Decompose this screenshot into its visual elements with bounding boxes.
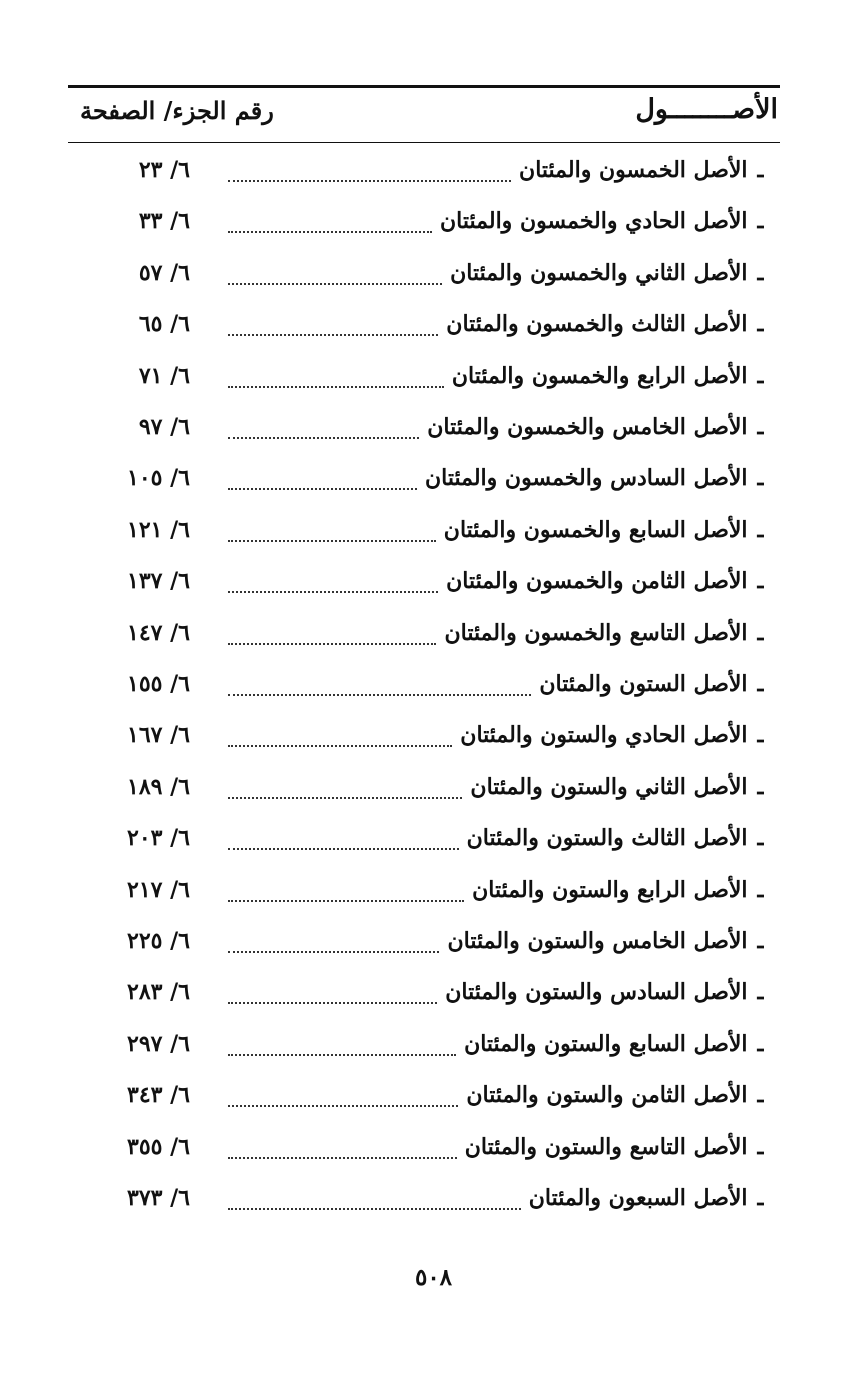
entry-title: الأصل الثالث والخمسون والمئتان	[446, 311, 748, 338]
entry-volume-page: ٦/ ٧١	[138, 362, 190, 389]
dot-leader	[228, 577, 438, 593]
entry-text	[228, 356, 764, 396]
entry-volume-page: ٦/ ٢٠٣	[127, 825, 190, 852]
entry-volume-page: ٦/ ١٨٩	[127, 773, 190, 800]
entry-text	[228, 715, 764, 755]
entry-title: الأصل الحادي والخمسون والمئتان	[440, 208, 748, 235]
index-entry	[0, 458, 867, 498]
index-entry	[0, 1127, 867, 1167]
entry-dash: ـ	[757, 414, 764, 440]
entry-text	[228, 921, 764, 961]
entry-volume-page: ٦/ ١٣٧	[127, 568, 190, 595]
entry-volume-page: ٦/ ٥٧	[138, 259, 190, 286]
entry-dash: ـ	[757, 516, 764, 543]
dot-leader	[228, 372, 444, 388]
entry-title: الأصل الخامس والخمسون والمئتان	[427, 414, 748, 440]
dot-leader	[228, 269, 442, 285]
entry-text	[228, 458, 764, 498]
entry-title: الأصل التاسع والخمسون والمئتان	[444, 619, 748, 646]
dot-leader	[228, 783, 462, 799]
entry-dash: ـ	[757, 876, 764, 903]
entry-title: الأصل الثاني والخمسون والمئتان	[450, 259, 748, 286]
index-entry	[0, 972, 867, 1012]
index-entry	[0, 715, 867, 755]
entry-text	[228, 1127, 764, 1167]
index-entry	[0, 664, 867, 704]
entry-title: الأصل الثامن والخمسون والمئتان	[446, 568, 748, 595]
dot-leader	[228, 731, 452, 747]
dot-leader	[228, 680, 531, 696]
index-entry	[0, 613, 867, 653]
entry-title: الأصل الثاني والستون والمئتان	[470, 773, 748, 800]
dot-leader	[228, 526, 436, 542]
entry-text	[228, 818, 764, 858]
entry-text	[228, 150, 764, 190]
index-entry	[0, 870, 867, 910]
entry-text	[228, 407, 764, 447]
index-entry	[0, 921, 867, 961]
entry-dash: ـ	[757, 1133, 764, 1160]
entry-volume-page: ٦/ ٣٤٣	[127, 1082, 190, 1109]
entry-volume-page: ٦/ ٣٣	[138, 208, 190, 235]
dot-leader	[228, 886, 464, 902]
entry-text	[228, 1075, 764, 1115]
entry-dash: ـ	[757, 722, 764, 749]
index-entry	[0, 1178, 867, 1218]
entry-volume-page: ٦/ ٢١٧	[127, 876, 190, 903]
entry-volume-page: ٦/ ٦٥	[138, 311, 190, 338]
entry-text	[228, 304, 764, 344]
entry-text	[228, 613, 764, 653]
entry-text	[228, 1178, 764, 1218]
entry-volume-page: ٦/ ١٦٧	[127, 722, 190, 749]
entry-text	[228, 1024, 764, 1064]
entry-dash: ـ	[757, 825, 764, 852]
entry-dash: ـ	[757, 619, 764, 646]
entry-dash: ـ	[757, 465, 764, 492]
index-entry	[0, 767, 867, 807]
entry-title: الأصل الستون والمئتان	[539, 671, 748, 697]
entry-title: الأصل السادس والستون والمئتان	[445, 979, 748, 1006]
entry-volume-page: ٦/ ٢٨٣	[127, 979, 190, 1006]
dot-leader	[228, 1040, 456, 1056]
index-entry	[0, 356, 867, 396]
entry-title: الأصل الرابع والخمسون والمئتان	[451, 362, 748, 389]
entry-dash: ـ	[757, 311, 764, 338]
entry-title: الأصل السابع والستون والمئتان	[464, 1030, 748, 1057]
entry-volume-page: ٦/ ٩٧	[138, 414, 190, 440]
header-volume-page: رقم الجزء/ الصفحة	[80, 96, 274, 125]
entry-dash: ـ	[757, 1030, 764, 1057]
entry-title: الأصل الخامس والستون والمئتان	[447, 928, 748, 954]
dot-leader	[228, 1143, 457, 1159]
top-rule	[68, 85, 780, 88]
entry-volume-page: ٦/ ١٤٧	[127, 619, 190, 646]
entry-text	[228, 972, 764, 1012]
entry-title: الأصل السابع والخمسون والمئتان	[443, 516, 748, 543]
dot-leader	[228, 988, 437, 1004]
index-entry	[0, 510, 867, 550]
entry-volume-page: ٦/ ١٥٥	[127, 671, 190, 697]
entry-dash: ـ	[757, 1185, 764, 1211]
dot-leader	[228, 166, 511, 182]
entry-volume-page: ٦/ ٣٧٣	[127, 1185, 190, 1211]
index-entry	[0, 561, 867, 601]
entry-text	[228, 201, 764, 241]
dot-leader	[228, 629, 436, 645]
entry-title: الأصل التاسع والستون والمئتان	[464, 1133, 748, 1160]
entry-volume-page: ٦/ ٣٥٥	[127, 1133, 190, 1160]
index-entry	[0, 253, 867, 293]
entry-title: الأصل الخمسون والمئتان	[519, 157, 748, 183]
entry-dash: ـ	[757, 362, 764, 389]
dot-leader	[228, 834, 459, 850]
index-entry	[0, 150, 867, 190]
entry-title: الأصل الثامن والستون والمئتان	[466, 1082, 748, 1109]
entry-title: الأصل السبعون والمئتان	[528, 1185, 748, 1211]
entry-text	[228, 561, 764, 601]
index-entry	[0, 304, 867, 344]
entry-dash: ـ	[757, 259, 764, 286]
entry-dash: ـ	[757, 157, 764, 183]
dot-leader	[228, 423, 419, 439]
index-entry	[0, 1024, 867, 1064]
entry-title: الأصل السادس والخمسون والمئتان	[424, 465, 748, 492]
index-entry	[0, 407, 867, 447]
table-header	[68, 92, 780, 136]
index-entry	[0, 1075, 867, 1115]
header-rule	[68, 142, 780, 143]
entry-dash: ـ	[757, 928, 764, 954]
entry-volume-page: ٦/ ٢٩٧	[127, 1030, 190, 1057]
dot-leader	[228, 1091, 458, 1107]
entry-text	[228, 870, 764, 910]
dot-leader	[228, 217, 432, 233]
header-usul: الأصــــــــول	[635, 94, 778, 125]
dot-leader	[228, 320, 438, 336]
dot-leader	[228, 1194, 521, 1210]
entry-text	[228, 510, 764, 550]
dot-leader	[228, 937, 439, 953]
entry-volume-page: ٦/ ١٢١	[127, 516, 190, 543]
entry-text	[228, 664, 764, 704]
entry-volume-page: ٦/ ٢٣	[138, 157, 190, 183]
entry-title: الأصل الحادي والستون والمئتان	[460, 722, 748, 749]
entry-dash: ـ	[757, 208, 764, 235]
entry-text	[228, 253, 764, 293]
entry-dash: ـ	[757, 1082, 764, 1109]
entry-text	[228, 767, 764, 807]
entry-dash: ـ	[757, 979, 764, 1006]
page-number: ٥٠٨	[414, 1264, 453, 1291]
index-entry	[0, 201, 867, 241]
entry-dash: ـ	[757, 568, 764, 595]
entry-volume-page: ٦/ ١٠٥	[127, 465, 190, 492]
entry-title: الأصل الرابع والستون والمئتان	[472, 876, 748, 903]
entry-volume-page: ٦/ ٢٢٥	[127, 928, 190, 954]
index-entry	[0, 818, 867, 858]
entry-dash: ـ	[757, 773, 764, 800]
entry-title: الأصل الثالث والستون والمئتان	[466, 825, 748, 852]
dot-leader	[228, 474, 417, 490]
entry-dash: ـ	[757, 671, 764, 697]
